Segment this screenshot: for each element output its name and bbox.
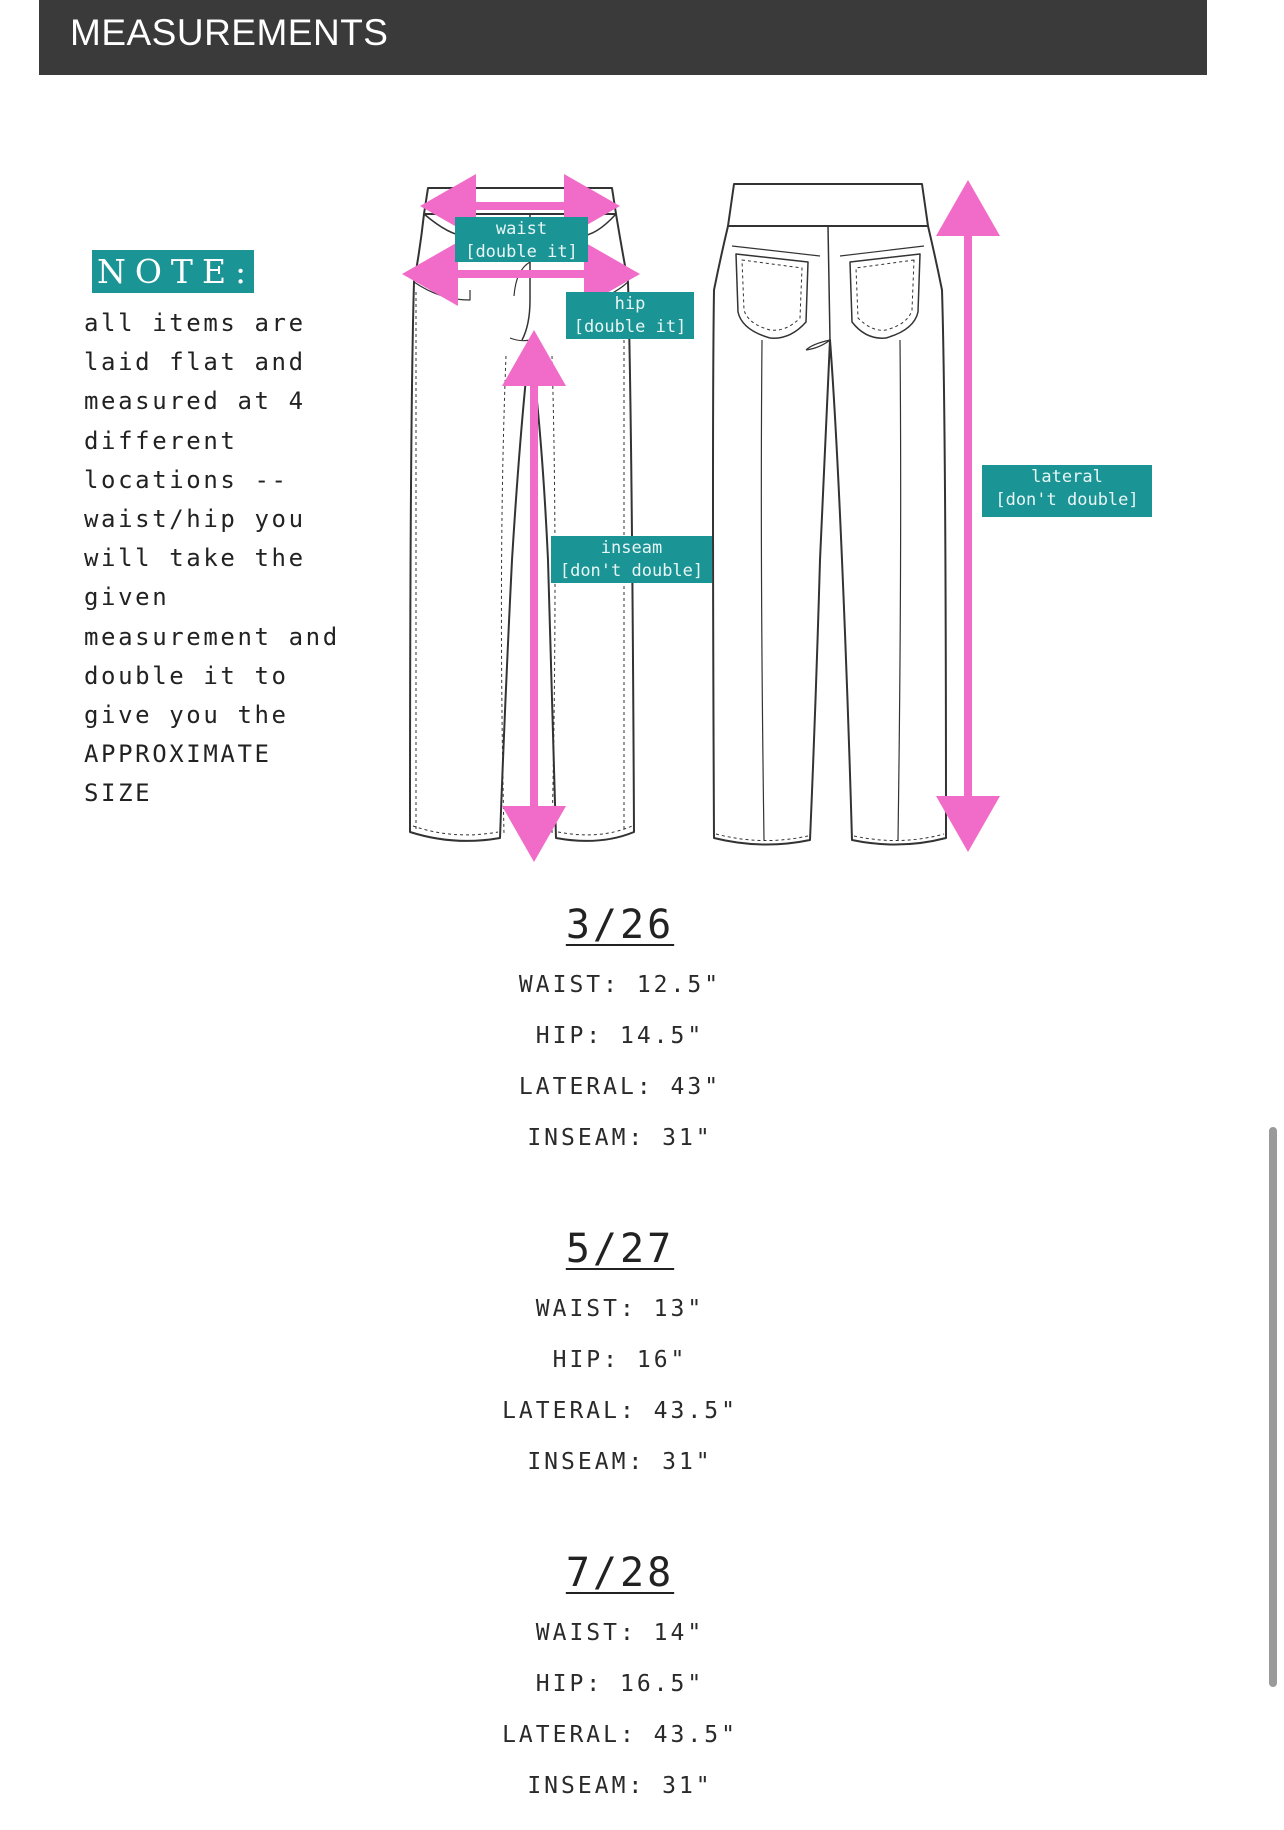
hip-measurement: HIP: 16" xyxy=(552,1347,688,1373)
size-block-5-27 xyxy=(380,1222,860,1488)
size-title: 5/27 xyxy=(565,1226,675,1272)
lateral-measurement: LATERAL: 43.5" xyxy=(502,1398,738,1424)
inseam-tag xyxy=(551,536,712,583)
note-body: all items are laid flat and measured at 4 different locations -- waist/hip you will take the given measurement and double it to give you the APPROXIMATE SIZE xyxy=(84,309,340,808)
front-pants-drawing xyxy=(410,188,634,841)
page-title: MEASUREMENTS xyxy=(70,12,389,53)
note-title: NOTE:: xyxy=(92,250,254,293)
hip-measurement: HIP: 14.5" xyxy=(535,1023,705,1049)
back-pants-drawing xyxy=(713,184,946,845)
waist-measurement: WAIST: 13" xyxy=(535,1296,705,1322)
inseam-measurement: INSEAM: 31" xyxy=(527,1773,713,1799)
hip-tag-line1: hip xyxy=(614,294,646,314)
size-block-7-28 xyxy=(380,1546,860,1812)
lateral-measurement: LATERAL: 43.5" xyxy=(502,1722,738,1748)
lateral-tag-line2: [don't double] xyxy=(995,490,1139,510)
size-title: 3/26 xyxy=(565,902,675,948)
lateral-tag xyxy=(982,465,1152,517)
lateral-tag-line1: lateral xyxy=(1031,467,1103,487)
pants-measurement-diagram xyxy=(0,0,1284,880)
lateral-measurement: LATERAL: 43" xyxy=(518,1074,722,1100)
inseam-tag-line2: [don't double] xyxy=(559,561,704,581)
inseam-tag-line1: inseam xyxy=(600,538,663,558)
waist-measurement: WAIST: 14" xyxy=(535,1620,705,1646)
scrollbar-thumb[interactable] xyxy=(1269,1127,1277,1687)
hip-tag xyxy=(566,292,694,339)
size-block-3-26 xyxy=(380,898,860,1164)
waist-tag xyxy=(455,217,588,262)
waist-tag-line1: waist xyxy=(495,219,548,239)
hip-measurement: HIP: 16.5" xyxy=(535,1671,705,1697)
waist-measurement: WAIST: 12.5" xyxy=(518,972,722,998)
inseam-measurement: INSEAM: 31" xyxy=(527,1125,713,1151)
waist-tag-line2: [double it] xyxy=(465,242,578,262)
size-title: 7/28 xyxy=(565,1550,675,1596)
hip-tag-line2: [double it] xyxy=(573,317,687,337)
inseam-measurement: INSEAM: 31" xyxy=(527,1449,713,1475)
